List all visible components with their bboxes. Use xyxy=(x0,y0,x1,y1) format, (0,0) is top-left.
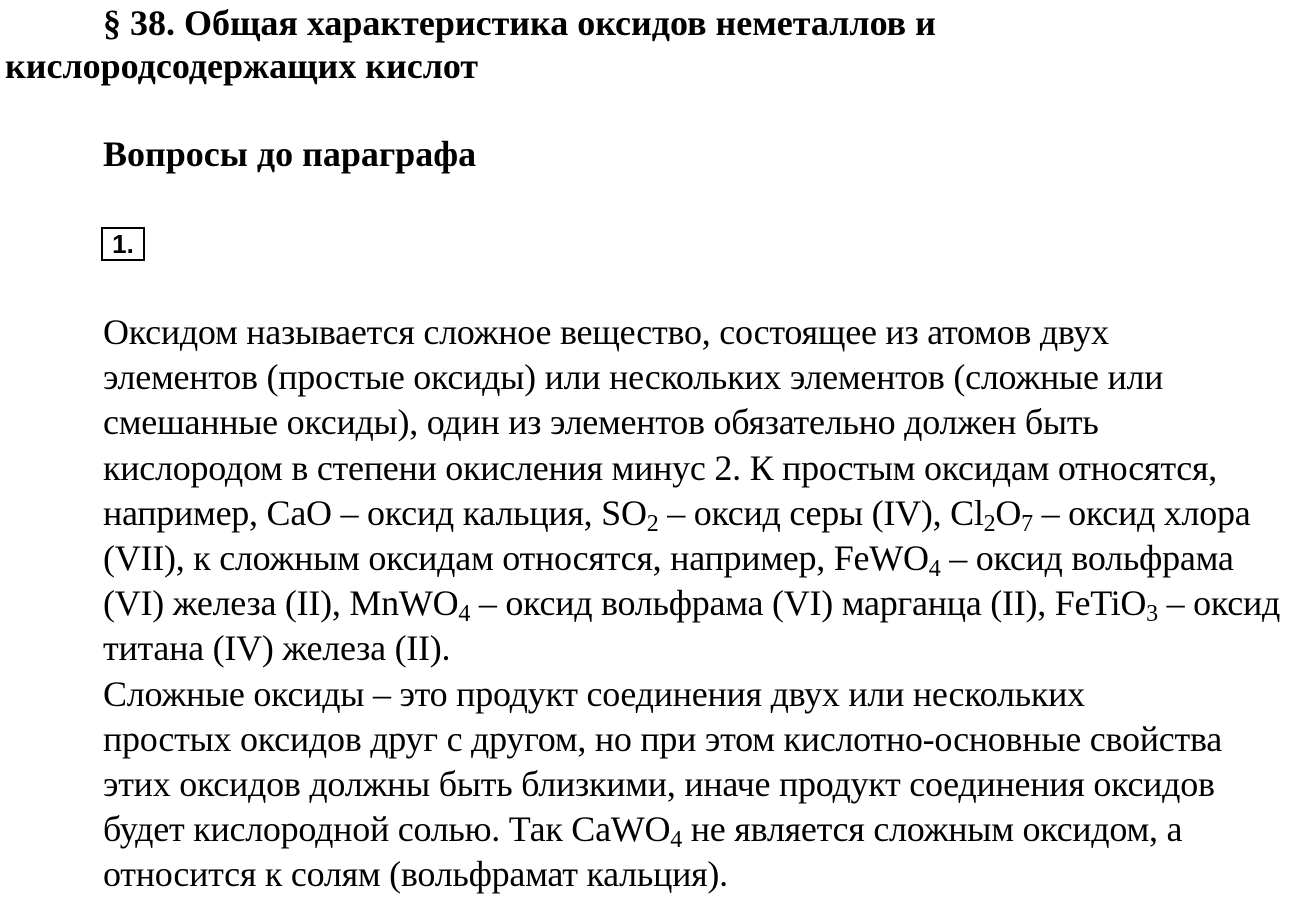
answer-text xyxy=(5,310,1301,898)
text-run: – оксид хлора xyxy=(1032,492,1251,533)
text-line xyxy=(5,807,1301,852)
text-line: простых оксидов друг с другом, но при этом кислотно-основные свойства xyxy=(103,718,1222,759)
subscript: 2 xyxy=(983,510,996,537)
text-run: – оксид вольфрама (VI) марганца (II), FeTiO xyxy=(470,583,1147,624)
text-run: – оксид серы (IV), Cl xyxy=(658,492,984,533)
paragraph-complex-oxides xyxy=(5,672,1301,898)
section-title: § 38. Общая характеристика оксидов неметаллов и кислородсодержащих кислот xyxy=(5,3,936,86)
text-run: O xyxy=(995,492,1022,533)
text-line: элементов (простые оксиды) или нескольких элементов (сложные или xyxy=(103,357,1164,398)
paragraph-oxide-definition xyxy=(5,310,1301,672)
subscript: 4 xyxy=(670,827,683,854)
text-run: – оксид xyxy=(1157,583,1281,624)
text-run: будет кислородной солью. Так CaWO xyxy=(103,809,671,850)
text-line xyxy=(5,581,1301,626)
text-line xyxy=(5,536,1301,581)
text-line: титана (IV) железа (II). xyxy=(103,628,451,669)
text-run: например, CaO – оксид кальция, SO xyxy=(103,492,647,533)
text-line: относится к солям (вольфрамат кальция). xyxy=(103,854,728,895)
text-line: кислородом в степени окисления минус 2. К простым оксидам относятся, xyxy=(103,447,1218,488)
question-number-box: 1. xyxy=(101,227,145,261)
text-line: Оксидом называется сложное вещество, состоящее из атомов двух xyxy=(103,312,1109,352)
text-line: этих оксидов должны быть близкими, иначе продукт соединения оксидов xyxy=(103,764,1215,805)
text-line: Сложные оксиды – это продукт соединения двух или нескольких xyxy=(103,673,1085,714)
text-run: – оксид вольфрама xyxy=(940,538,1234,579)
text-run: (VI) железа (II), MnWO xyxy=(103,583,459,624)
text-run: не является сложным оксидом, а xyxy=(682,809,1183,850)
text-line xyxy=(5,491,1301,536)
subscript: 4 xyxy=(458,601,471,628)
subsection-title: Вопросы до параграфа xyxy=(103,134,477,174)
subscript: 4 xyxy=(928,556,941,583)
text-run: (VII), к сложным оксидам относятся, например, FeWO xyxy=(103,538,929,579)
subscript: 7 xyxy=(1021,510,1033,537)
subscript: 2 xyxy=(646,510,659,537)
subscript: 3 xyxy=(1146,601,1158,628)
text-line: смешанные оксиды), один из элементов обязательно должен быть xyxy=(103,402,1099,443)
